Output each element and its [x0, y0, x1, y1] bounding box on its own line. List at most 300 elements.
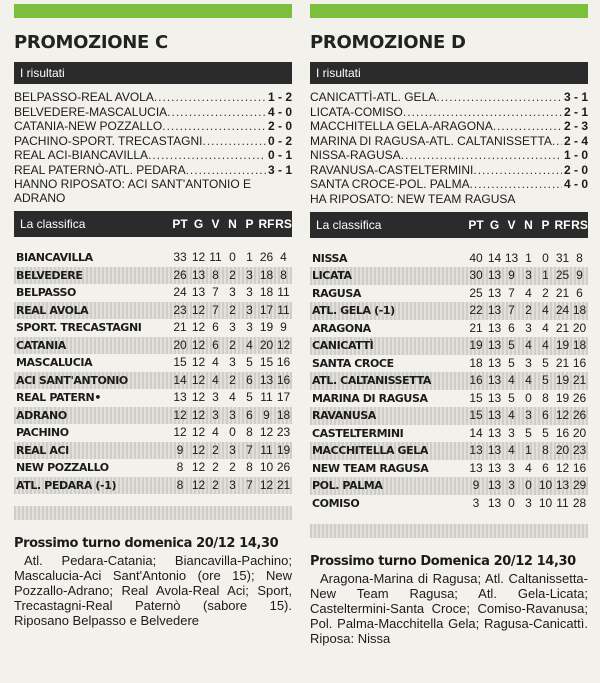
stat-n: 2 — [525, 303, 532, 317]
result-score: 3 - 1 — [563, 90, 588, 104]
team-name: LICATA — [312, 269, 352, 282]
stat-rs: 9 — [280, 320, 287, 334]
stat-rs: 16 — [572, 355, 587, 370]
stat-g: 13 — [487, 390, 502, 405]
stat-rs: 21 — [276, 477, 291, 492]
stat-rf: 25 — [555, 268, 570, 282]
stat-n: 1 — [525, 250, 532, 265]
stat-rs: 26 — [276, 460, 291, 474]
stat-g: 14 — [487, 250, 502, 265]
stat-g: 13 — [487, 460, 502, 475]
stat-v: 2 — [212, 460, 219, 474]
stat-pt: 15 — [173, 355, 187, 369]
result-match: REAL ACI-BIANCAVILLA — [14, 148, 149, 162]
stat-pt: 21 — [173, 320, 187, 334]
stat-v: 3 — [212, 390, 219, 404]
stat-g: 12 — [191, 302, 206, 317]
leader-dots — [403, 105, 562, 120]
stat-v: 4 — [212, 355, 219, 369]
team-name: PACHINO — [16, 426, 69, 439]
stat-n: 0 — [525, 478, 532, 492]
result-match: BELVEDERE-MASCALUCIA — [14, 104, 168, 119]
stat-v: 8 — [212, 267, 219, 282]
leader-dots — [148, 148, 266, 163]
stat-p: 6 — [246, 407, 253, 422]
stat-p: 5 — [542, 355, 549, 370]
stat-pt: 30 — [469, 268, 483, 282]
stat-g: 13 — [487, 285, 502, 300]
stat-pt: 13 — [469, 460, 483, 475]
results-header: I risultati — [310, 62, 588, 84]
stat-v: 7 — [212, 285, 219, 299]
stat-v: 9 — [508, 268, 515, 282]
stat-p: 6 — [542, 408, 549, 422]
standings-row — [14, 319, 292, 337]
stat-pt: 26 — [173, 267, 187, 282]
stat-g: 12 — [191, 442, 206, 457]
standings-row — [310, 390, 588, 408]
stat-pt: 8 — [176, 477, 184, 492]
stat-pt: 14 — [469, 425, 483, 440]
leader-dots — [401, 148, 562, 163]
stat-g: 13 — [487, 443, 502, 457]
stat-rs: 23 — [276, 425, 291, 439]
standings-row — [14, 372, 292, 390]
stat-v: 7 — [212, 302, 219, 317]
stat-v: 0 — [508, 495, 515, 510]
standings-row — [14, 477, 292, 495]
stat-n: 4 — [229, 390, 236, 404]
standings-header — [310, 212, 588, 238]
result-match: NISSA-RAGUSA — [310, 148, 401, 162]
standings-row — [310, 250, 588, 268]
result-line — [14, 105, 292, 120]
stat-rf: 18 — [259, 285, 274, 299]
green-header-bar — [14, 4, 292, 18]
stat-rf: 15 — [259, 355, 274, 369]
stat-n: 4 — [525, 338, 532, 352]
standings-row — [310, 442, 588, 460]
stat-g: 13 — [487, 355, 502, 370]
team-name: BELPASSO — [16, 286, 76, 299]
stat-v: 2 — [212, 442, 219, 457]
column-promozione-c — [14, 0, 296, 628]
stat-p: 3 — [246, 302, 253, 317]
stat-n: 0 — [525, 390, 532, 405]
leader-dots — [470, 177, 562, 192]
standings-row — [14, 337, 292, 355]
stat-n: 2 — [229, 460, 236, 474]
stat-rf: 19 — [259, 320, 274, 334]
stat-p: 8 — [246, 460, 253, 474]
stat-g: 13 — [487, 338, 502, 352]
team-name: NEW POZZALLO — [16, 461, 109, 474]
stat-g: 13 — [191, 285, 206, 299]
stat-g: 12 — [191, 390, 206, 404]
stat-g: 13 — [487, 373, 502, 387]
team-name: NEW TEAM RAGUSA — [312, 461, 429, 475]
stat-n: 3 — [525, 355, 532, 370]
stat-p: 10 — [538, 478, 553, 492]
standings-table — [310, 250, 592, 513]
standings-row — [310, 302, 588, 320]
team-name: REAL PATERN• — [16, 391, 101, 404]
leader-dots — [436, 90, 562, 105]
col-header-g: G — [489, 217, 500, 232]
standings-table — [14, 249, 296, 494]
team-name: COMISO — [312, 496, 360, 510]
standings-footer — [310, 524, 588, 538]
leader-dots — [552, 134, 562, 149]
result-match: PACHINO-SPORT. TRECASTAGNI — [14, 133, 203, 148]
team-name: MARINA DI RAGUSA — [312, 391, 428, 405]
results-list — [310, 90, 592, 192]
col-header-v: V — [211, 217, 220, 231]
next-round-title: Prossimo turno domenica 20/12 14,30 — [14, 536, 279, 551]
stat-g: 12 — [191, 250, 206, 264]
team-name: BIANCAVILLA — [16, 251, 93, 264]
stat-rf: 19 — [555, 338, 570, 352]
result-score: 4 - 0 — [267, 104, 292, 119]
stat-rs: 8 — [280, 267, 287, 282]
stat-p: 8 — [246, 425, 253, 439]
standings-row — [310, 425, 588, 443]
stat-v: 5 — [508, 338, 515, 352]
result-line — [310, 177, 588, 192]
stat-p: 1 — [542, 268, 549, 282]
team-name: RAVANUSA — [312, 409, 376, 422]
team-name: REAL AVOLA — [16, 303, 89, 317]
team-name: ATL. CALTANISSETTA — [312, 374, 431, 387]
stat-n: 3 — [525, 268, 532, 282]
section-title: PROMOZIONE C — [14, 32, 168, 53]
results-list — [14, 90, 296, 177]
team-name: MACCHITELLA GELA — [312, 444, 428, 457]
stat-g: 13 — [487, 478, 502, 492]
result-score: 2 - 0 — [563, 162, 588, 177]
stat-g: 13 — [487, 303, 502, 317]
stat-pt: 19 — [469, 338, 483, 352]
stat-p: 5 — [542, 425, 549, 440]
team-name: NISSA — [312, 251, 348, 265]
result-match: SANTA CROCE-POL. PALMA — [310, 177, 470, 191]
stat-n: 2 — [229, 302, 236, 317]
stat-p: 5 — [542, 373, 549, 387]
col-header-p: P — [245, 217, 254, 231]
col-header-g: G — [193, 217, 204, 231]
result-score: 2 - 1 — [563, 104, 588, 119]
stat-rs: 28 — [572, 495, 587, 510]
result-line — [310, 90, 588, 105]
result-line — [14, 163, 292, 178]
stat-p: 1 — [246, 250, 253, 264]
stat-v: 11 — [209, 250, 222, 264]
team-name: CASTELTERMINI — [312, 426, 404, 440]
stat-p: 4 — [542, 338, 549, 352]
stat-v: 4 — [212, 372, 219, 387]
stat-n: 4 — [525, 285, 532, 300]
next-round-title: Prossimo turno Domenica 20/12 14,30 — [310, 554, 576, 569]
stat-p: 6 — [246, 372, 253, 387]
stat-rs: 21 — [572, 373, 587, 387]
stat-rf: 12 — [259, 477, 274, 492]
stat-rs: 19 — [276, 442, 291, 457]
stat-pt: 16 — [469, 373, 483, 387]
stat-v: 3 — [508, 478, 515, 492]
stat-g: 12 — [191, 477, 206, 492]
stat-n: 5 — [525, 425, 532, 440]
result-match: CANICATTÌ-ATL. GELA — [310, 90, 437, 104]
stat-p: 8 — [542, 443, 549, 457]
result-score: 0 - 1 — [267, 148, 292, 162]
stat-p: 4 — [542, 320, 549, 335]
stat-n: 3 — [525, 408, 532, 422]
stat-p: 3 — [246, 267, 253, 282]
stat-rf: 16 — [555, 425, 570, 440]
stat-g: 13 — [487, 425, 502, 440]
stat-rs: 4 — [280, 250, 287, 264]
result-score: 4 - 0 — [563, 177, 588, 191]
stat-pt: 20 — [173, 337, 187, 352]
stat-rf: 10 — [259, 460, 274, 474]
stat-g: 12 — [191, 407, 206, 422]
stat-p: 4 — [542, 303, 549, 317]
stat-v: 7 — [508, 303, 515, 317]
stat-rf: 11 — [260, 442, 273, 457]
result-line — [14, 148, 292, 163]
team-name: MASCALUCIA — [16, 356, 93, 369]
stat-rs: 11 — [277, 302, 290, 317]
standings-footer — [14, 506, 292, 520]
stat-v: 6 — [212, 320, 219, 334]
standings-row — [14, 249, 292, 267]
col-header-pt: PT — [172, 217, 188, 231]
stat-pt: 9 — [472, 478, 480, 492]
standings-row — [310, 267, 588, 285]
stat-rs: 6 — [576, 285, 583, 300]
stat-pt: 21 — [469, 320, 483, 335]
stat-rs: 26 — [572, 390, 587, 405]
standings-row — [310, 372, 588, 390]
team-name: SPORT. TRECASTAGNI — [16, 321, 142, 334]
stat-n: 3 — [229, 477, 236, 492]
stat-rf: 12 — [555, 460, 570, 475]
result-match: REAL PATERNÒ-ATL. PEDARA — [14, 162, 186, 177]
leader-dots — [202, 134, 266, 149]
stat-rf: 31 — [555, 250, 570, 265]
stat-n: 3 — [525, 320, 532, 335]
standings-row — [310, 460, 588, 478]
stat-n: 0 — [229, 250, 236, 264]
stat-v: 3 — [212, 407, 219, 422]
stat-n: 2 — [229, 372, 236, 387]
stat-p: 5 — [246, 355, 253, 369]
stat-rs: 9 — [576, 268, 583, 282]
stat-rf: 13 — [259, 372, 274, 387]
leader-dots — [493, 119, 562, 134]
standings-row — [14, 354, 292, 372]
stat-rf: 11 — [556, 495, 569, 510]
stat-v: 3 — [508, 460, 515, 475]
stat-n: 3 — [229, 285, 236, 299]
result-line — [310, 105, 588, 120]
result-match: MARINA DI RAGUSA-ATL. CALTANISSETTA — [310, 133, 552, 148]
column-promozione-d — [310, 0, 592, 646]
result-score: 2 - 4 — [563, 133, 588, 148]
stat-rf: 12 — [555, 408, 570, 422]
stat-rf: 26 — [259, 250, 274, 264]
stat-pt: 15 — [469, 408, 483, 422]
standings-header — [14, 211, 292, 237]
result-match: BELPASSO-REAL AVOLA — [14, 90, 154, 104]
next-round-fixtures: Atl. Pedara-Catania; Biancavilla-Pachino; Mascalucia-Aci Sant'Antonio (ore 15); New Pozzallo-Adrano; Real Avola-Real Aci; Sport, Trecastagni-Real Paternò (sabore 15). Riposano Belpasso e Belvedere — [14, 553, 292, 628]
stat-p: 7 — [246, 442, 253, 457]
stat-v: 4 — [508, 373, 515, 387]
stat-rs: 17 — [276, 390, 291, 404]
stat-pt: 13 — [173, 390, 187, 404]
standings-label: La classifica — [316, 217, 382, 232]
stat-pt: 12 — [173, 407, 187, 422]
leader-dots — [473, 163, 562, 178]
stat-rf: 17 — [259, 302, 274, 317]
stat-p: 5 — [246, 390, 253, 404]
col-header-n: N — [228, 217, 237, 231]
stat-g: 13 — [487, 268, 502, 282]
stat-v: 4 — [212, 425, 219, 439]
stat-n: 1 — [525, 443, 532, 457]
stat-v: 6 — [508, 320, 515, 335]
stat-rf: 20 — [555, 443, 570, 457]
stat-g: 12 — [191, 372, 206, 387]
stat-v: 4 — [508, 443, 515, 457]
stat-n: 2 — [229, 337, 236, 352]
stat-g: 12 — [191, 320, 206, 334]
result-match: RAVANUSA-CASTELTERMINI — [310, 162, 474, 177]
standings-row — [310, 477, 588, 495]
standings-row — [310, 320, 588, 338]
team-name: BELVEDERE — [16, 268, 83, 282]
leader-dots — [154, 90, 266, 105]
stat-rs: 18 — [276, 407, 291, 422]
result-match: MACCHITELLA GELA-ARAGONA — [310, 119, 493, 133]
standings-row — [310, 285, 588, 303]
standings-row — [14, 424, 292, 442]
stat-v: 7 — [508, 285, 515, 300]
standings-row — [14, 389, 292, 407]
col-header-n: N — [524, 217, 533, 232]
stat-rs: 26 — [572, 408, 587, 422]
stat-n: 3 — [229, 320, 236, 334]
col-header-rs: RS — [571, 217, 588, 232]
stat-pt: 8 — [176, 460, 184, 474]
team-name: ATL. PEDARA (-1) — [16, 478, 117, 492]
stat-rs: 29 — [572, 478, 587, 492]
results-header: I risultati — [14, 62, 292, 84]
stat-pt: 25 — [469, 285, 483, 300]
stat-rf: 21 — [555, 355, 570, 370]
stat-n: 3 — [525, 495, 532, 510]
section-title: PROMOZIONE D — [310, 32, 466, 53]
stat-n: 3 — [229, 407, 236, 422]
col-header-rf: RF — [258, 217, 275, 231]
stat-n: 4 — [525, 373, 532, 387]
stat-p: 8 — [542, 390, 549, 405]
leader-dots — [167, 105, 266, 120]
stat-n: 0 — [229, 425, 236, 439]
result-match: CATANIA-NEW POZZALLO — [14, 119, 163, 133]
rest-note: HA RIPOSATO: NEW TEAM RAGUSA — [310, 191, 516, 206]
standings-row — [310, 337, 588, 355]
stat-g: 13 — [487, 320, 502, 335]
col-header-rf: RF — [554, 217, 571, 232]
result-line — [14, 134, 292, 149]
stat-g: 13 — [191, 267, 206, 282]
result-score: 2 - 3 — [563, 119, 588, 133]
col-header-p: P — [541, 217, 550, 232]
stat-rs: 16 — [276, 372, 291, 387]
standings-row — [14, 442, 292, 460]
team-name: ARAGONA — [312, 321, 371, 335]
team-name: ADRANO — [16, 408, 67, 422]
stat-pt: 3 — [472, 495, 480, 510]
stat-rf: 21 — [555, 320, 570, 335]
team-name: CANICATTÌ — [312, 339, 374, 352]
stat-p: 6 — [542, 460, 549, 475]
stat-v: 3 — [508, 425, 515, 440]
stat-rf: 18 — [259, 267, 274, 282]
green-header-bar — [310, 4, 588, 18]
stat-g: 12 — [191, 337, 206, 352]
standings-row — [14, 407, 292, 425]
stat-pt: 18 — [469, 355, 483, 370]
col-header-v: V — [507, 217, 516, 232]
stat-pt: 13 — [469, 443, 483, 457]
stat-rs: 20 — [572, 320, 587, 335]
stat-g: 12 — [191, 460, 206, 474]
standings-label: La classifica — [20, 217, 86, 231]
stat-pt: 24 — [173, 285, 187, 299]
stat-rf: 19 — [555, 390, 570, 405]
stat-rf: 19 — [555, 373, 570, 387]
result-score: 1 - 0 — [563, 148, 588, 162]
result-line — [14, 119, 292, 134]
stat-n: 3 — [229, 355, 236, 369]
stat-p: 2 — [542, 285, 549, 300]
col-header-rs: RS — [275, 217, 292, 231]
stat-p: 3 — [246, 285, 253, 299]
result-line — [310, 148, 588, 163]
team-name: SANTA CROCE — [312, 356, 394, 370]
stat-rs: 8 — [576, 250, 583, 265]
stat-rs: 18 — [572, 338, 587, 352]
stat-rf: 24 — [555, 303, 570, 317]
stat-pt: 12 — [173, 425, 187, 439]
team-name: RAGUSA — [312, 286, 361, 300]
stat-n: 3 — [229, 442, 236, 457]
stat-rs: 12 — [276, 337, 291, 352]
standings-row — [310, 495, 588, 513]
stat-pt: 14 — [173, 372, 187, 387]
stat-pt: 33 — [173, 250, 187, 264]
team-name: POL. PALMA — [312, 479, 383, 492]
stat-pt: 15 — [469, 390, 483, 405]
leader-dots — [186, 163, 266, 178]
stat-v: 4 — [508, 408, 515, 422]
col-header-pt: PT — [468, 217, 484, 232]
stat-p: 0 — [542, 250, 549, 265]
result-score: 1 - 2 — [267, 90, 292, 104]
stat-rs: 18 — [572, 303, 587, 317]
